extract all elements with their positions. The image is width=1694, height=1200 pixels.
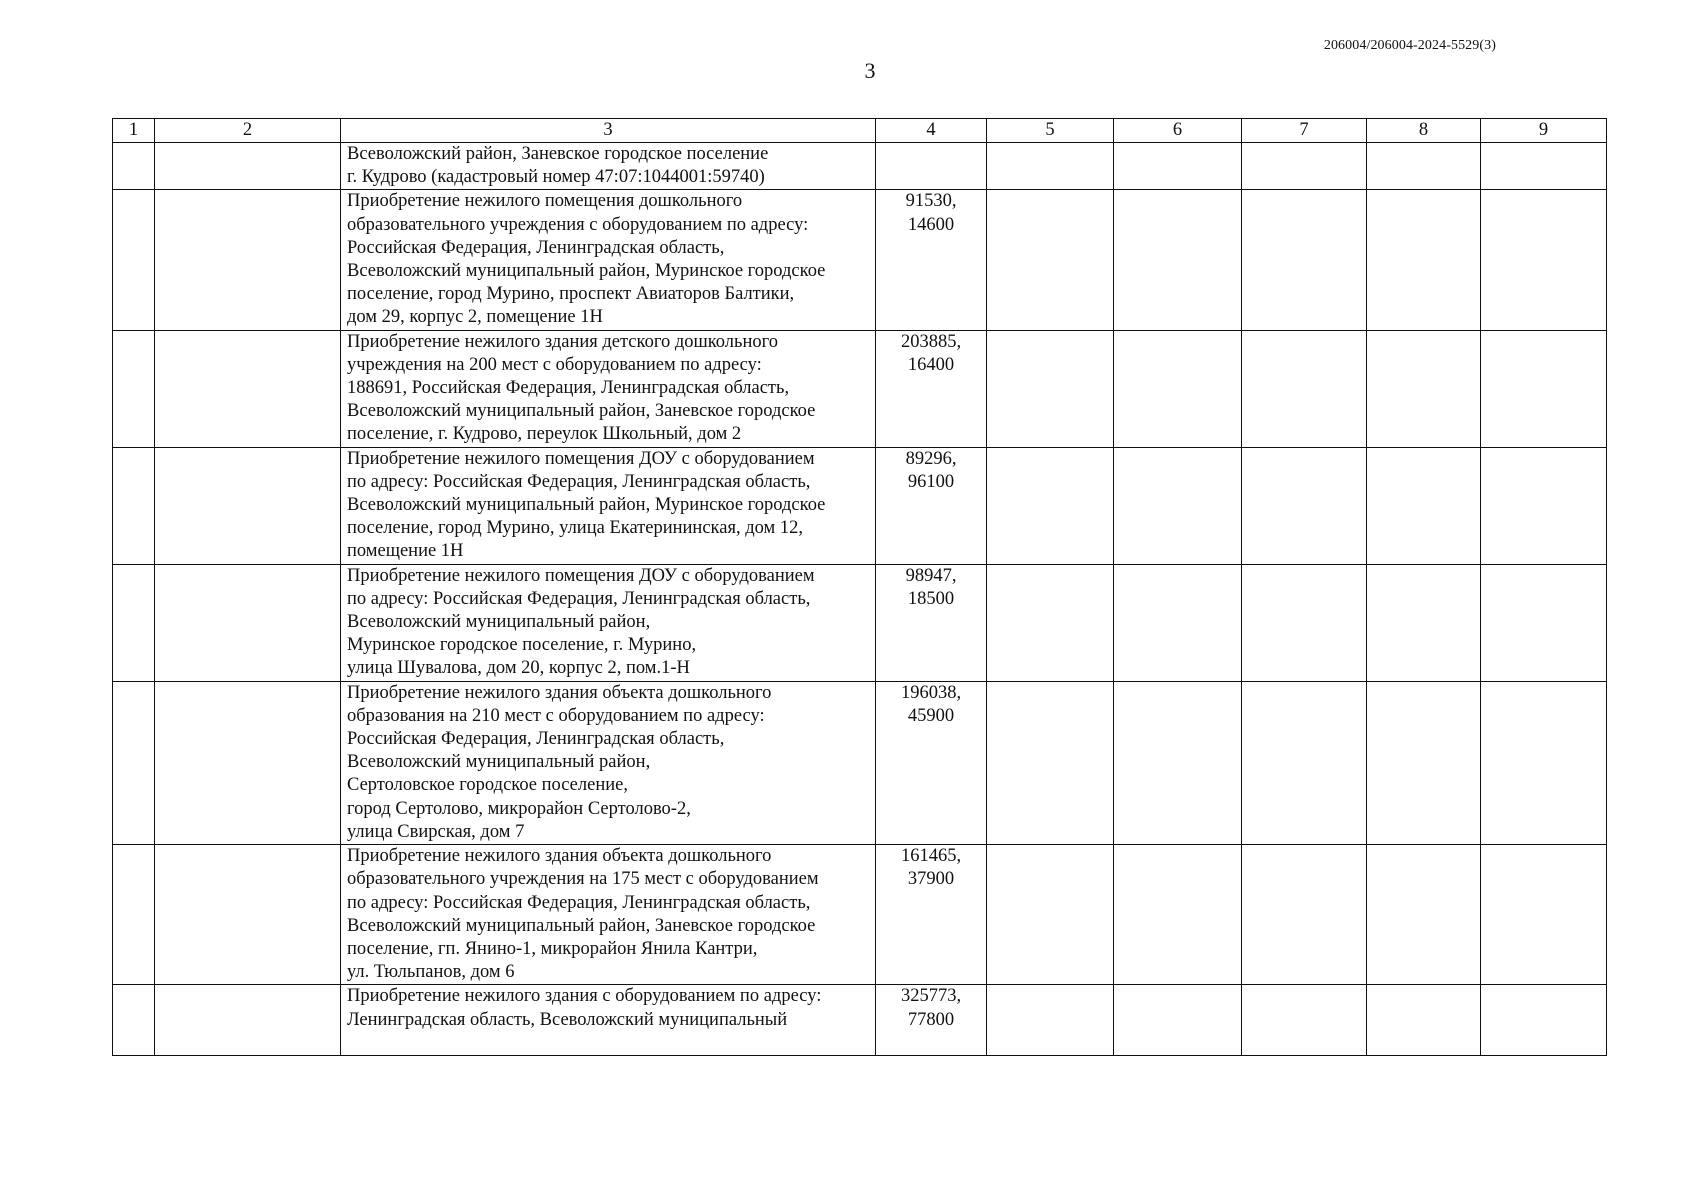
cell-col9 [1481, 447, 1607, 564]
cell-col5 [987, 447, 1114, 564]
cell-col5 [987, 143, 1114, 190]
cell-col6 [1114, 681, 1242, 844]
value-line: 18500 [907, 588, 955, 609]
column-header-7: 7 [1242, 119, 1367, 143]
cell-col9 [1481, 330, 1607, 447]
description-line: г. Кудрово (кадастровый номер 47:07:1044001:59740) [347, 167, 765, 188]
description-line: ул. Тюльпанов, дом 6 [347, 962, 515, 983]
description-line: поселение, гп. Янино-1, микрорайон Янила Кантри, [347, 938, 758, 959]
cell-description [341, 985, 876, 1056]
value-line: 161465, [900, 846, 962, 867]
cell-col1 [113, 143, 155, 190]
description-line: Муринское городское поселение, г. Мурино, [347, 635, 697, 656]
cell-value [876, 845, 987, 985]
description-line: поселение, г. Кудрово, переулок Школьный, дом 2 [347, 424, 742, 445]
cell-col1 [113, 985, 155, 1056]
column-header-4: 4 [876, 119, 987, 143]
cell-col8 [1367, 681, 1481, 844]
column-header-8: 8 [1367, 119, 1481, 143]
cell-col2 [155, 447, 341, 564]
cell-description [341, 564, 876, 681]
cell-col6 [1114, 845, 1242, 985]
value-line: 45900 [907, 705, 955, 726]
cell-col1 [113, 330, 155, 447]
cell-description [341, 143, 876, 190]
cell-col2 [155, 143, 341, 190]
cell-value [876, 564, 987, 681]
value-line: 98947, [905, 565, 957, 586]
cell-col1 [113, 845, 155, 985]
description-line: Российская Федерация, Ленинградская область, [347, 237, 725, 258]
table-row [113, 845, 1607, 985]
cell-col1 [113, 564, 155, 681]
value-line: 14600 [907, 214, 955, 235]
value-line: 325773, [900, 986, 962, 1007]
description-line: Приобретение нежилого помещения ДОУ с оборудованием [347, 448, 815, 469]
cell-col1 [113, 681, 155, 844]
cell-description [341, 190, 876, 330]
description-line: Приобретение нежилого помещения дошкольного [347, 191, 743, 212]
value-line: 203885, [900, 331, 962, 352]
cell-col7 [1242, 845, 1367, 985]
description-line: образовательного учреждения с оборудованием по адресу: [347, 214, 809, 235]
column-header-1: 1 [113, 119, 155, 143]
column-header-3: 3 [341, 119, 876, 143]
cell-col6 [1114, 564, 1242, 681]
table-row [113, 447, 1607, 564]
description-line: Приобретение нежилого здания с оборудованием по адресу: [347, 986, 822, 1007]
cell-value [876, 985, 987, 1056]
cell-col8 [1367, 190, 1481, 330]
cell-col9 [1481, 681, 1607, 844]
cell-col9 [1481, 190, 1607, 330]
cell-col8 [1367, 143, 1481, 190]
table-row [113, 681, 1607, 844]
cell-col2 [155, 190, 341, 330]
cell-col8 [1367, 564, 1481, 681]
description-line: 188691, Российская Федерация, Ленинградская область, [347, 378, 790, 399]
table-header-row [113, 119, 1607, 143]
cell-col6 [1114, 447, 1242, 564]
cell-col2 [155, 330, 341, 447]
cell-description [341, 447, 876, 564]
cell-col1 [113, 190, 155, 330]
cell-col5 [987, 190, 1114, 330]
cell-col9 [1481, 985, 1607, 1056]
description-line: город Сертолово, микрорайон Сертолово-2, [347, 798, 691, 819]
description-line: помещение 1Н [347, 541, 464, 562]
description-line: Всеволожский муниципальный район, [347, 612, 651, 633]
description-line: Всеволожский муниципальный район, Муринское городское [347, 495, 826, 516]
cell-description [341, 330, 876, 447]
description-line: по адресу: Российская Федерация, Ленинградская область, [347, 471, 811, 492]
description-line: Всеволожский муниципальный район, Заневское городское [347, 401, 816, 422]
cell-col9 [1481, 143, 1607, 190]
value-line: 16400 [907, 354, 955, 375]
value-line: 37900 [907, 869, 955, 890]
description-line: Приобретение нежилого здания объекта дошкольного [347, 682, 772, 703]
value-line: 89296, [905, 448, 957, 469]
description-line: поселение, город Мурино, улица Екатерининская, дом 12, [347, 518, 803, 539]
table-row [113, 190, 1607, 330]
description-line: учреждения на 200 мест с оборудованием по адресу: [347, 354, 762, 375]
description-line: Всеволожский муниципальный район, [347, 752, 651, 773]
description-line: улица Свирская, дом 7 [347, 821, 525, 842]
value-line: 77800 [907, 1009, 955, 1030]
description-line: Приобретение нежилого помещения ДОУ с оборудованием [347, 565, 815, 586]
column-header-6: 6 [1114, 119, 1242, 143]
description-line: поселение, город Мурино, проспект Авиаторов Балтики, [347, 284, 795, 305]
cell-value [876, 447, 987, 564]
value-line: 196038, [900, 682, 962, 703]
column-header-2: 2 [155, 119, 341, 143]
cell-value [876, 190, 987, 330]
description-line: образовательного учреждения на 175 мест с оборудованием [347, 869, 819, 890]
cell-value [876, 330, 987, 447]
table-row [113, 330, 1607, 447]
cell-col6 [1114, 190, 1242, 330]
table-row [113, 143, 1607, 190]
cell-description [341, 681, 876, 844]
description-line: дом 29, корпус 2, помещение 1Н [347, 307, 603, 328]
cell-col5 [987, 985, 1114, 1056]
cell-col6 [1114, 143, 1242, 190]
cell-value [876, 681, 987, 844]
cell-col5 [987, 330, 1114, 447]
cell-col8 [1367, 330, 1481, 447]
cell-col7 [1242, 985, 1367, 1056]
description-line: Ленинградская область, Всеволожский муниципальный [347, 1009, 788, 1030]
cell-col7 [1242, 564, 1367, 681]
description-line: по адресу: Российская Федерация, Ленинградская область, [347, 588, 811, 609]
document-registration-number: 206004/206004-2024-5529(3) [1323, 38, 1496, 53]
cell-col6 [1114, 330, 1242, 447]
description-line: по адресу: Российская Федерация, Ленинградская область, [347, 892, 811, 913]
cell-col7 [1242, 190, 1367, 330]
cell-col9 [1481, 845, 1607, 985]
cell-col7 [1242, 143, 1367, 190]
cell-col7 [1242, 330, 1367, 447]
cell-col2 [155, 681, 341, 844]
description-line: Приобретение нежилого здания объекта дошкольного [347, 846, 772, 867]
cell-col5 [987, 681, 1114, 844]
cell-col5 [987, 845, 1114, 985]
cell-col8 [1367, 447, 1481, 564]
cell-col2 [155, 564, 341, 681]
description-line: образования на 210 мест с оборудованием по адресу: [347, 705, 765, 726]
description-line: Приобретение нежилого здания детского дошкольного [347, 331, 778, 352]
column-header-9: 9 [1481, 119, 1607, 143]
cell-col7 [1242, 447, 1367, 564]
column-header-5: 5 [987, 119, 1114, 143]
cell-value [876, 143, 987, 190]
description-line: Российская Федерация, Ленинградская область, [347, 729, 725, 750]
cell-col1 [113, 447, 155, 564]
table-row [113, 985, 1607, 1056]
page-number: 3 [864, 58, 876, 83]
description-line: Всеволожский район, Заневское городское поселение [347, 144, 769, 164]
cell-col6 [1114, 985, 1242, 1056]
value-line: 96100 [907, 471, 955, 492]
description-line: улица Шувалова, дом 20, корпус 2, пом.1-Н [347, 658, 690, 679]
description-line: Всеволожский муниципальный район, Заневское городское [347, 915, 816, 936]
cell-col2 [155, 985, 341, 1056]
cell-col9 [1481, 564, 1607, 681]
cell-col7 [1242, 681, 1367, 844]
cell-col2 [155, 845, 341, 985]
table-row [113, 564, 1607, 681]
cell-col5 [987, 564, 1114, 681]
value-line: 91530, [905, 191, 957, 212]
description-line: Всеволожский муниципальный район, Муринское городское [347, 261, 826, 282]
data-table [112, 118, 1607, 1056]
cell-col8 [1367, 845, 1481, 985]
cell-col8 [1367, 985, 1481, 1056]
cell-description [341, 845, 876, 985]
description-line: Сертоловское городское поселение, [347, 775, 628, 796]
